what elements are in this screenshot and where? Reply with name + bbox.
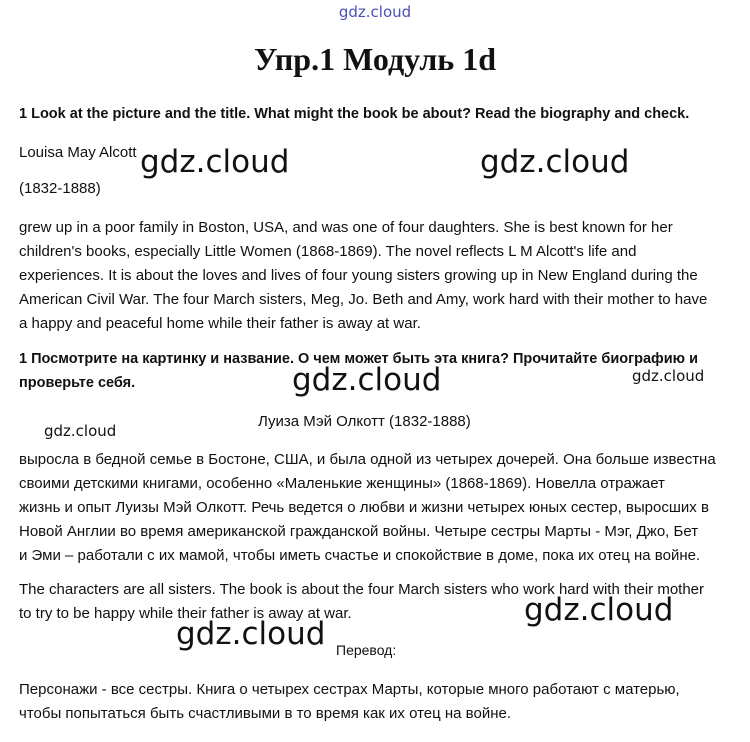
translation-label: Перевод: — [336, 642, 397, 658]
page-title: Упр.1 Модуль 1d — [253, 41, 496, 77]
watermark-big-4: gdz.cloud — [524, 592, 674, 628]
watermark-big-2: gdz.cloud — [480, 144, 630, 180]
author-russian: Луиза Мэй Олкотт (1832-1888) — [258, 413, 471, 430]
question-english: 1 Look at the picture and the title. What might the book be about? Read the biography and check. — [19, 106, 690, 122]
biography-russian-line: своими детскими книгами, особенно «Маленькие женщины» (1868-1869). Новелла отражает — [19, 475, 665, 492]
biography-english — [19, 216, 707, 336]
watermark-big-5: gdz.cloud — [176, 616, 326, 652]
watermark-big-3: gdz.cloud — [292, 362, 442, 398]
biography-russian-line: и Эми – работали с их мамой, чтобы иметь счастье и спокойствие в доме, пока их отец на войне. — [19, 547, 701, 564]
answer-russian-line: Персонажи - все сестры. Книга о четырех сестрах Марты, которые много работают с матерью, — [19, 681, 680, 698]
biography-english-line: American Civil War. The four March sisters, Meg, Jo. Beth and Amy, work hard with their mother to have — [19, 291, 708, 308]
author-years-english: (1832-1888) — [19, 180, 101, 197]
watermark-big-1: gdz.cloud — [140, 144, 290, 180]
biography-english-line: experiences. It is about the loves and lives of four young sisters growing up in New England during the — [19, 267, 698, 284]
biography-russian — [19, 448, 716, 568]
question-russian-line: 1 Посмотрите на картинку и название. О чем может быть эта книга? Прочитайте биографию и — [19, 351, 698, 367]
answer-russian — [19, 678, 680, 726]
biography-english-line: children's books, especially Little Women (1868-1869). The novel reflects L M Alcott's life and — [19, 243, 637, 260]
question-russian-line: проверьте себя. — [19, 375, 136, 391]
biography-russian-line: выросла в бедной семье в Бостоне, США, и была одной из четырех дочерей. Она больше известна — [19, 451, 716, 468]
biography-russian-line: жизнь и опыт Луизы Мэй Олкотт. Речь ведется о любви и жизни четырех юных сестер, выросших в — [19, 499, 709, 516]
watermark-top: gdz.cloud — [338, 3, 412, 21]
answer-english-line: to try to be happy while their father is away at war. — [19, 605, 352, 622]
biography-english-line: grew up in a poor family in Boston, USA, and was one of four daughters. She is best known for her — [19, 219, 673, 236]
biography-russian-line: Новой Англии во время американской гражданской войны. Четыре сестры Марты - Мэг, Джо, Бет — [19, 523, 699, 540]
answer-russian-line: чтобы попытаться быть счастливыми в то время как их отец на войне. — [19, 705, 511, 722]
watermark-small-right: gdz.cloud — [632, 367, 705, 385]
watermark-small-left: gdz.cloud — [44, 422, 117, 440]
author-name-english: Louisa May Alcott — [19, 144, 137, 161]
answer-english-line: The characters are all sisters. The book is about the four March sisters who work hard with their mother — [19, 581, 705, 598]
biography-english-line: a happy and peaceful home while their father is away at war. — [19, 315, 421, 332]
